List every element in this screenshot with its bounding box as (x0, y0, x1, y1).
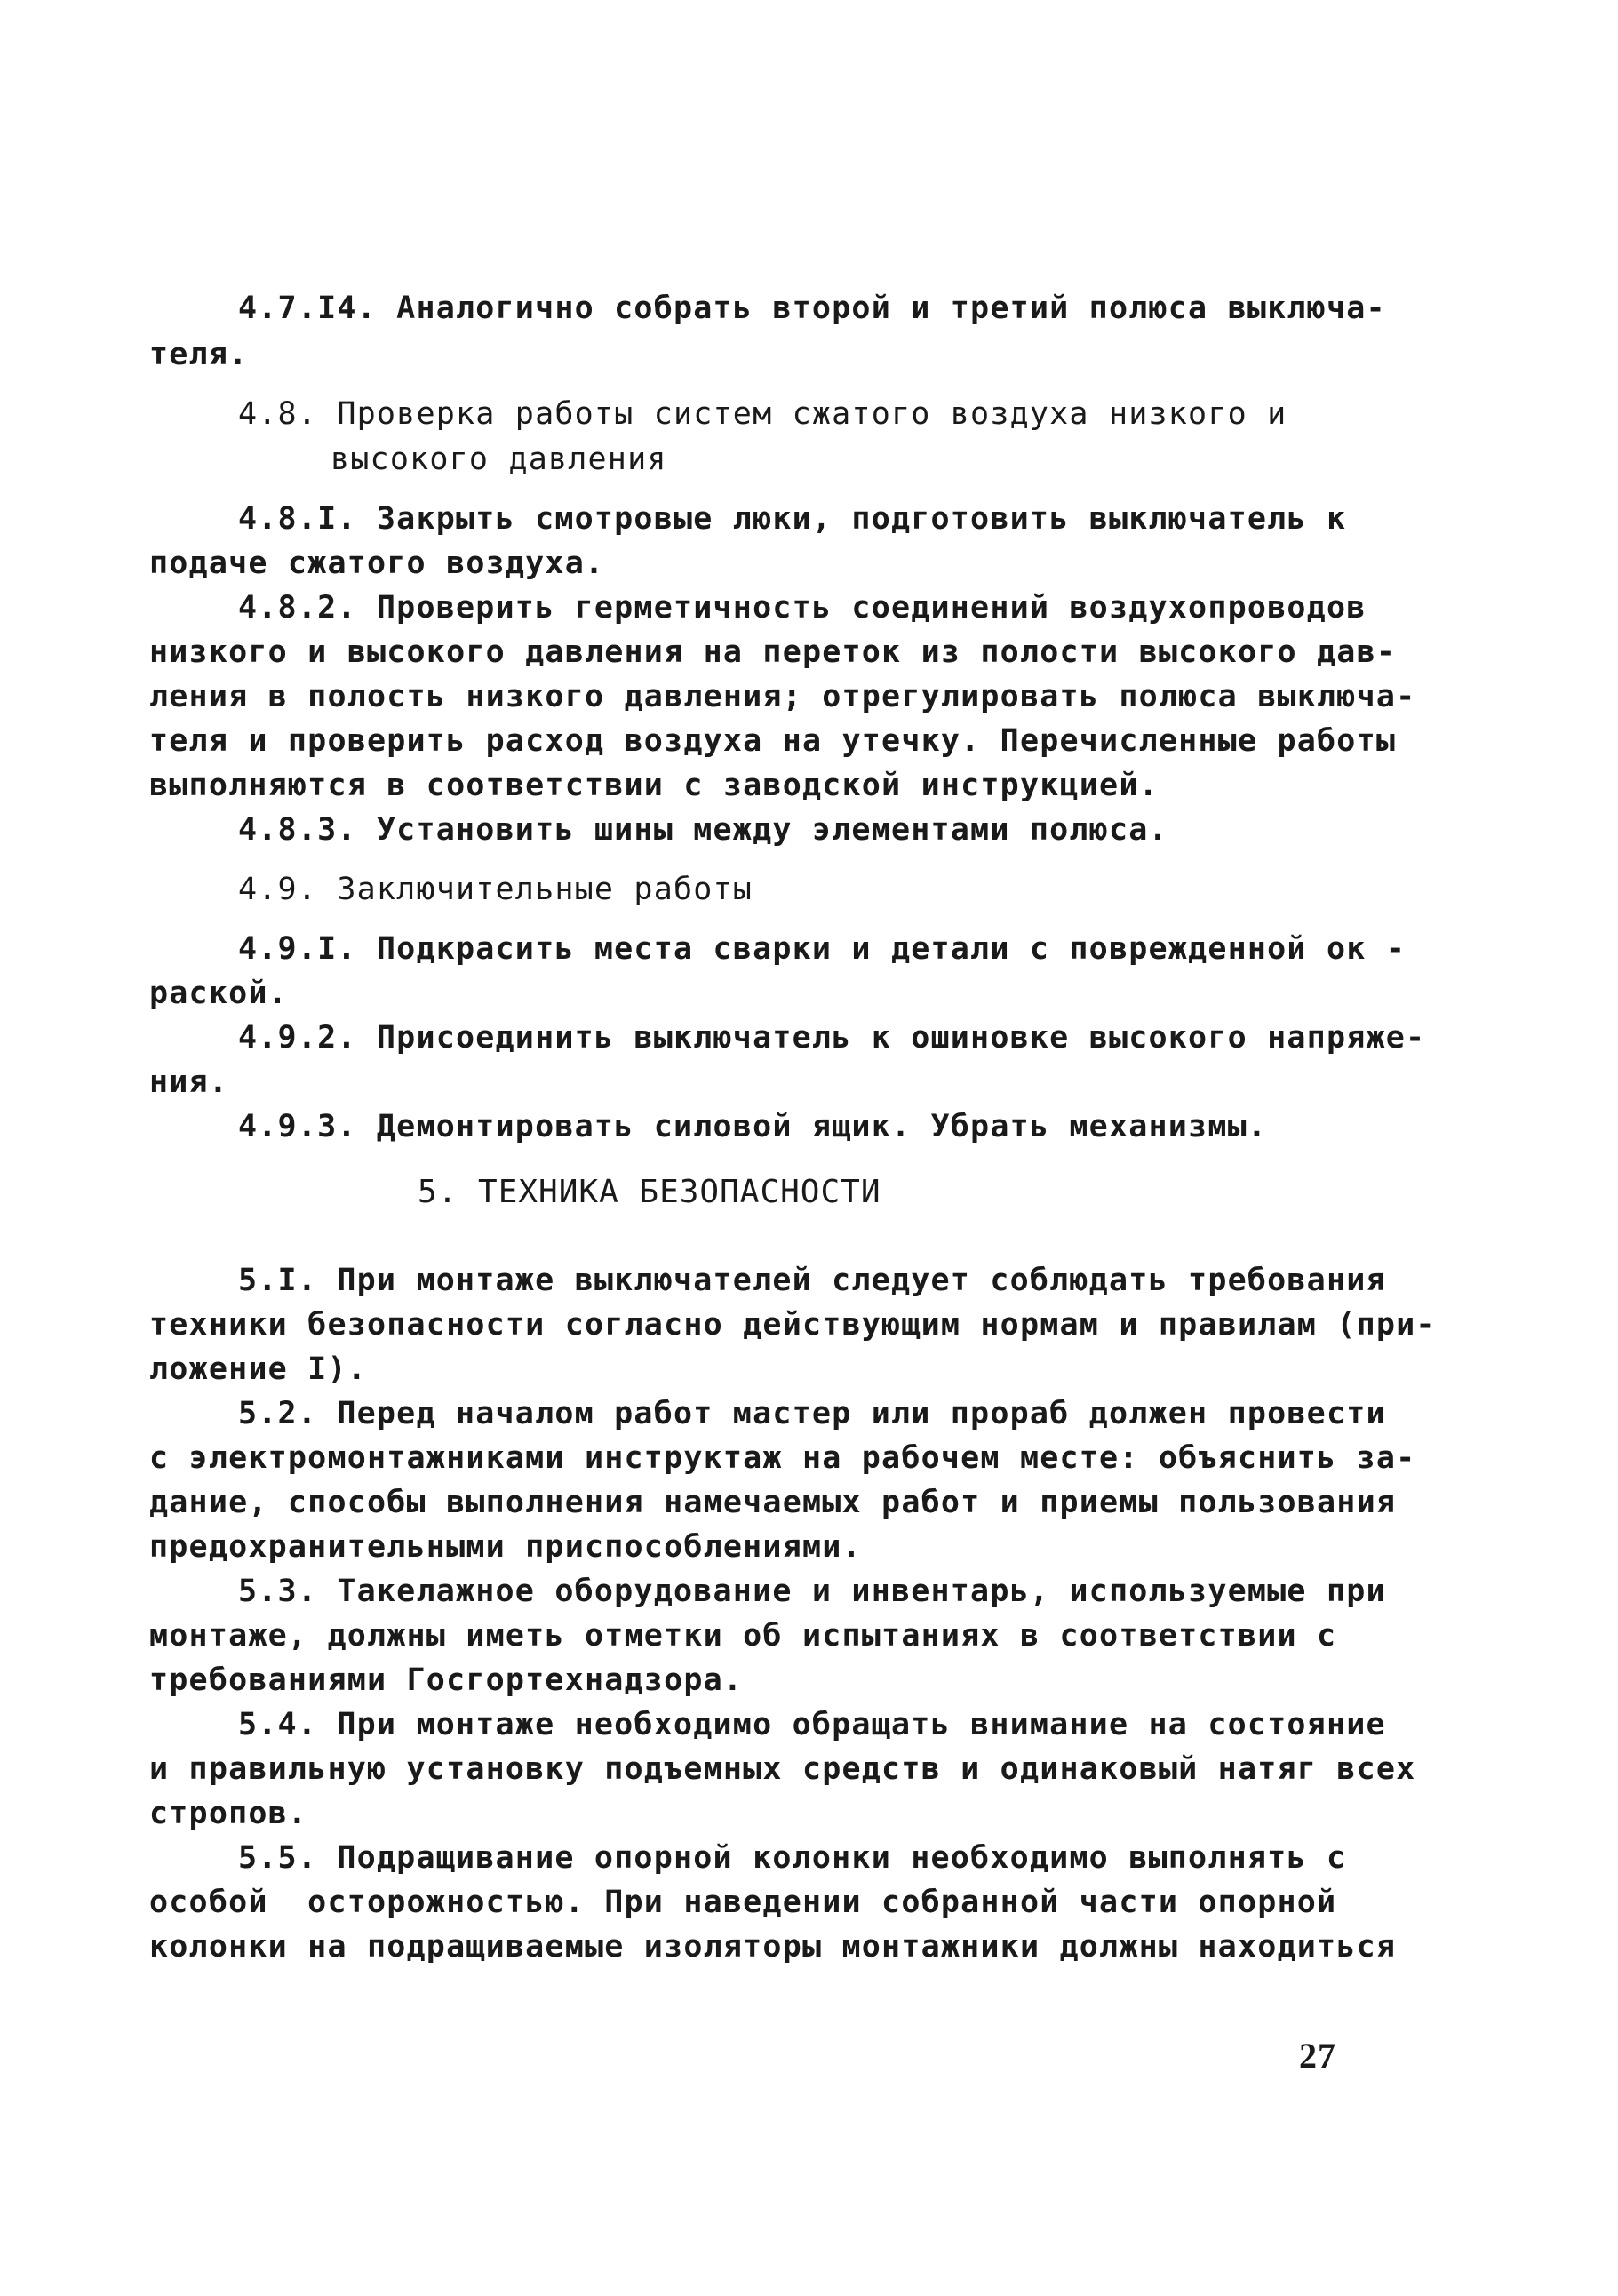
text-line: техники безопасности согласно действующим нормам и правилам (при- (149, 1307, 1436, 1343)
text-line: предохранительными приспособлениями. (149, 1529, 862, 1565)
text-line: 4.8.2. Проверить герметичность соединений воздухопроводов (238, 590, 1367, 626)
text-line: раской. (149, 976, 288, 1011)
text-line: выполняются в соответствии с заводской инструкцией. (149, 768, 1159, 803)
text-line: требованиями Госгортехнадзора. (149, 1662, 744, 1698)
text-line: 5.I. При монтаже выключателей следует соблюдать требования (238, 1263, 1386, 1298)
text-line: ния. (149, 1064, 229, 1100)
text-line: 5.2. Перед началом работ мастер или прораб должен провести (238, 1396, 1386, 1431)
section-heading: 5. ТЕХНИКА БЕЗОПАСНОСТИ (418, 1174, 881, 1210)
text-line: 5.3. Такелажное оборудование и инвентарь, используемые при (238, 1574, 1386, 1609)
text-line: колонки на подращиваемые изоляторы монтажники должны находиться (149, 1929, 1397, 1965)
text-line: монтаже, должны иметь отметки об испытаниях в соответствии с (149, 1618, 1337, 1654)
text-line: 4.7.I4. Аналогично собрать второй и третий полюса выключа- (238, 291, 1386, 326)
text-line: стропов. (149, 1796, 308, 1831)
text-line: особой осторожностью. При наведении собранной части опорной (149, 1885, 1337, 1920)
page-number: 27 (1299, 2036, 1336, 2076)
text-line: 5.5. Подращивание опорной колонки необходимо выполнять с (238, 1840, 1347, 1876)
text-line: теля и проверить расход воздуха на утечку. Перечисленные работы (149, 723, 1397, 759)
text-line: 4.9.I. Подкрасить места сварки и детали с поврежденной ок - (238, 931, 1407, 967)
text-line: 4.8.3. Установить шины между элементами полюса. (238, 812, 1168, 848)
subsection-heading: 4.9. Заключительные работы (238, 872, 753, 907)
text-line: с электромонтажниками инструктаж на рабочем месте: объяснить за- (149, 1440, 1416, 1476)
text-line: ложение I). (149, 1351, 367, 1387)
subsection-heading: 4.8. Проверка работы систем сжатого воздуха низкого и (238, 396, 1287, 432)
text-line: 4.9.3. Демонтировать силовой ящик. Убрать механизмы. (238, 1109, 1268, 1144)
text-line: 4.8.I. Закрыть смотровые люки, подготовить выключатель к (238, 501, 1347, 537)
text-line: подаче сжатого воздуха. (149, 546, 605, 581)
text-line: и правильную установку подъемных средств и одинаковый натяг всех (149, 1751, 1416, 1787)
text-line: 5.4. При монтаже необходимо обращать внимание на состояние (238, 1707, 1386, 1742)
text-line: низкого и высокого давления на переток из полости высокого дав- (149, 634, 1397, 670)
subsection-heading: высокого давления (331, 442, 667, 477)
text-line: ления в полость низкого давления; отрегулировать полюса выключа- (149, 679, 1416, 714)
text-line: теля. (149, 337, 249, 372)
text-line: дание, способы выполнения намечаемых работ и приемы пользования (149, 1485, 1397, 1520)
text-line: 4.9.2. Присоединить выключатель к ошиновке высокого напряже- (238, 1020, 1426, 1056)
